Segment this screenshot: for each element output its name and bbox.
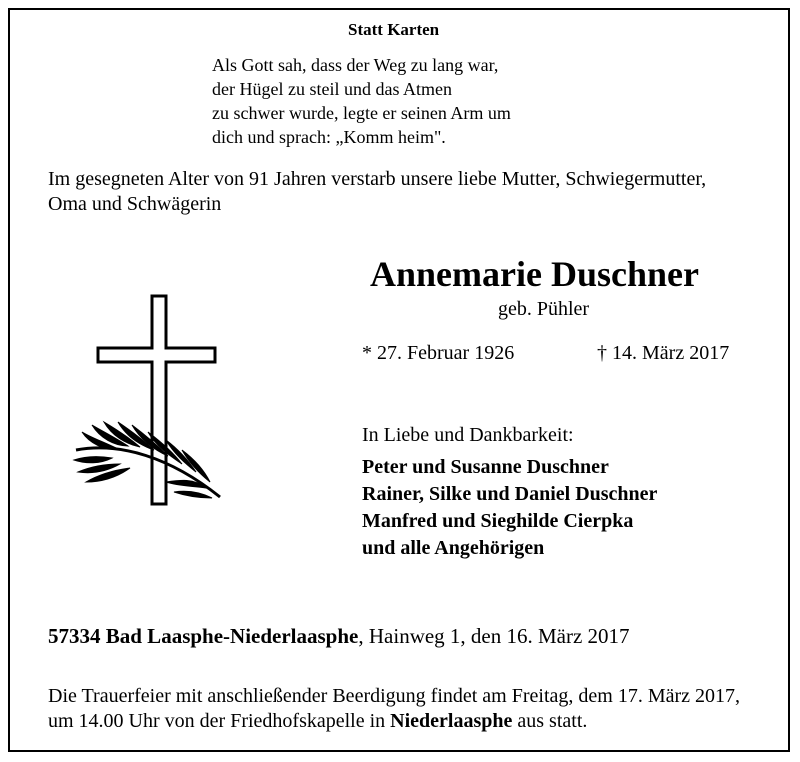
death-date: † 14. März 2017 (597, 342, 730, 364)
intro-line: Im gesegneten Alter von 91 Jahren verstarb unsere liebe Mutter, Schwiegermutter, (48, 168, 707, 190)
address-place: 57334 Bad Laasphe-Niederlaasphe (48, 624, 359, 648)
cross-with-palm-icon (70, 292, 230, 510)
poem (212, 53, 511, 149)
funeral-notice (48, 684, 740, 734)
heading: Statt Karten (348, 20, 440, 39)
notice-place: Niederlaasphe (390, 710, 513, 732)
deceased-name: Annemarie Duschner (370, 254, 699, 294)
mourners-list (362, 454, 657, 562)
mourner-name: Rainer, Silke und Daniel Duschner (362, 483, 658, 505)
mourners-intro: In Liebe und Dankbarkeit: (362, 424, 574, 446)
mourner-name: Peter und Susanne Duschner (362, 456, 609, 478)
poem-line: dich und sprach: „Komm heim". (212, 127, 446, 147)
poem-line: Als Gott sah, dass der Weg zu lang war, (212, 55, 499, 75)
notice-text: um 14.00 Uhr von der Friedhofskapelle in (48, 710, 391, 732)
address-line (48, 624, 630, 649)
poem-line: zu schwer wurde, legte er seinen Arm um (212, 103, 511, 123)
mourner-name: und alle Angehörigen (362, 537, 545, 559)
notice-text: aus statt. (512, 710, 588, 732)
birth-date: * 27. Februar 1926 (362, 342, 515, 364)
intro-line: Oma und Schwägerin (48, 193, 222, 215)
intro-text (48, 167, 706, 217)
mourner-name: Manfred und Sieghilde Cierpka (362, 510, 634, 532)
notice-line (48, 709, 740, 734)
birth-name: geb. Pühler (498, 298, 590, 320)
notice-line: Die Trauerfeier mit anschließender Beerdigung findet am Freitag, dem 17. März 2017, (48, 685, 741, 707)
address-rest: , Hainweg 1, den 16. März 2017 (358, 624, 630, 648)
poem-line: der Hügel zu steil und das Atmen (212, 79, 452, 99)
